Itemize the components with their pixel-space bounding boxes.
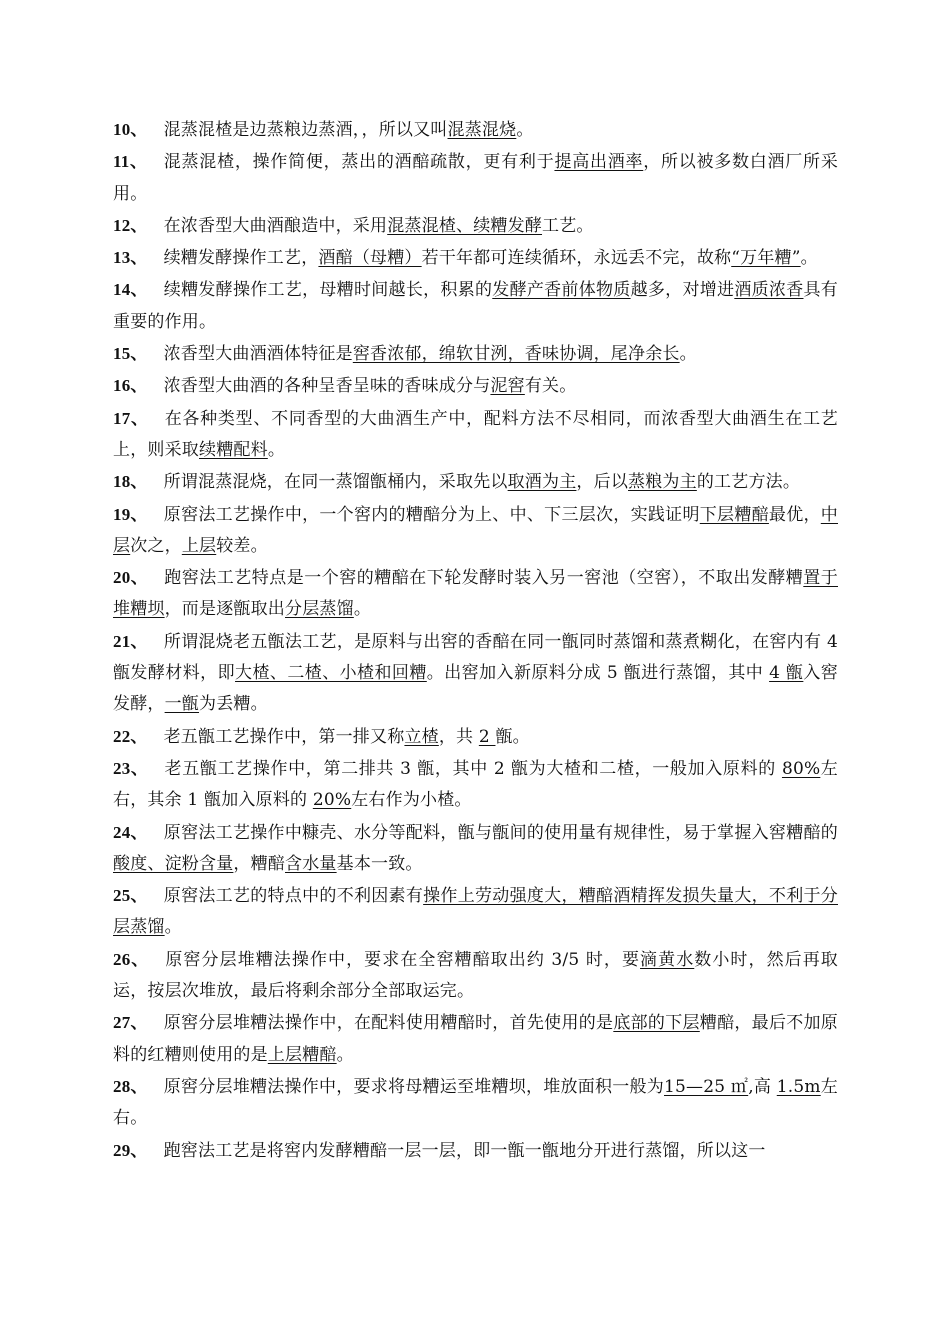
question-text: 若干年都可连续循环，永远丢不完，故称 bbox=[421, 248, 732, 269]
question-number-separator: 、 bbox=[130, 949, 150, 969]
question-text: 入窖发酵， bbox=[113, 663, 839, 715]
question-number-separator: 、 bbox=[130, 758, 149, 778]
question-text: 糟醅，最后不加原料的红糟则使用的是 bbox=[113, 1013, 839, 1065]
question-number-separator: 、 bbox=[130, 886, 148, 906]
question-item bbox=[113, 499, 838, 563]
answer-underlined: 取酒为主 bbox=[507, 472, 577, 493]
question-text: 。 bbox=[679, 344, 697, 365]
question-text: 续糟发酵操作工艺，母糟时间越长，积累的 bbox=[163, 280, 493, 301]
question-number-separator: 、 bbox=[130, 280, 148, 300]
answer-underlined: 分层蒸馏 bbox=[285, 599, 354, 620]
question-text: ，而是逐甑取出 bbox=[164, 599, 286, 620]
question-text: 左右作为小楂。 bbox=[351, 790, 472, 811]
question-number-separator: 、 bbox=[130, 1140, 148, 1160]
question-text: 。 bbox=[353, 599, 372, 620]
answer-underlined: 滴黄水 bbox=[640, 949, 695, 970]
question-number-separator: 、 bbox=[130, 726, 148, 746]
question-item bbox=[113, 242, 838, 274]
question-text: 。出窖加入新原料分成 5 甑进行蒸馏，其中 bbox=[426, 663, 770, 684]
answer-underlined: 泥窖 bbox=[490, 376, 525, 397]
question-item bbox=[113, 466, 838, 498]
question-text: 最优， bbox=[768, 504, 821, 525]
question-text: 原窖分层堆糟法操作中，要求将母糟运至堆糟坝，堆放面积一般为 bbox=[163, 1076, 665, 1097]
question-text: 浓香型大曲酒酒体特征是 bbox=[163, 344, 353, 365]
question-number: 25 bbox=[113, 886, 131, 906]
question-number: 27 bbox=[113, 1013, 131, 1033]
answer-underlined: 含水量 bbox=[285, 853, 337, 874]
question-number-separator: 、 bbox=[130, 248, 148, 268]
question-text: 基本一致。 bbox=[336, 853, 423, 874]
question-number: 28 bbox=[113, 1076, 131, 1096]
question-text: ，所以被多数白酒厂所采用。 bbox=[113, 152, 839, 204]
question-text: 老五甑工艺操作中，第二排共 3 甑，其中 2 甑为大楂和二楂，一般加入原料的 bbox=[164, 758, 782, 779]
question-number-separator: 、 bbox=[130, 822, 148, 842]
question-item bbox=[113, 562, 838, 626]
answer-underlined: 20% bbox=[312, 790, 352, 811]
question-item bbox=[113, 114, 838, 146]
answer-underlined: 混蒸混楂、续糟发酵 bbox=[387, 215, 543, 236]
question-number: 20 bbox=[113, 568, 131, 588]
answer-underlined: 酒醅（母糟） bbox=[318, 248, 422, 269]
question-number: 26 bbox=[113, 949, 131, 969]
answer-underlined: 上层糟醅 bbox=[267, 1044, 337, 1065]
question-number: 21 bbox=[113, 631, 131, 651]
answer-underlined: 中层 bbox=[113, 504, 838, 556]
question-text: ,高 bbox=[748, 1076, 777, 1097]
question-number: 12 bbox=[113, 215, 131, 235]
answer-underlined: 置于堆糟坝 bbox=[113, 568, 838, 620]
question-text: 。 bbox=[164, 917, 182, 938]
answer-underlined: 蒸粮为主 bbox=[628, 472, 697, 493]
question-item bbox=[113, 721, 838, 753]
question-number: 17 bbox=[113, 408, 131, 428]
question-text: ，糟醅 bbox=[233, 853, 286, 874]
question-text: 跑窖法工艺特点是一个窖的糟醅在下轮发酵时装入另一窖池（空窖），不取出发酵糟 bbox=[164, 568, 804, 589]
question-item bbox=[113, 880, 838, 944]
question-number: 19 bbox=[113, 504, 131, 524]
question-text: 。 bbox=[267, 439, 286, 460]
question-text: 在各种类型、不同香型的大曲酒生产中，配料方法不尽相同，而浓香型大曲酒生在工艺上，则采取 bbox=[113, 408, 839, 460]
question-text: 原窖法工艺的特点中的不利因素有 bbox=[163, 886, 424, 907]
answer-underlined: 底部的下层 bbox=[613, 1013, 700, 1034]
answer-underlined: 4 甑 bbox=[769, 663, 804, 684]
question-number: 23 bbox=[113, 758, 131, 778]
question-number-separator: 、 bbox=[130, 376, 148, 396]
question-text: 混蒸混楂，操作简便，蒸出的酒醅疏散，更有利于 bbox=[163, 152, 555, 173]
question-text: 。 bbox=[516, 120, 534, 140]
answer-underlined: 续糟配料 bbox=[199, 439, 268, 460]
answer-underlined: 下层糟醅 bbox=[699, 504, 769, 525]
question-number: 14 bbox=[113, 280, 131, 300]
answer-underlined: “万年糟” bbox=[731, 248, 801, 269]
question-number-separator: 、 bbox=[130, 120, 148, 139]
question-number: 11 bbox=[113, 152, 130, 172]
question-item bbox=[113, 210, 838, 242]
answer-underlined: 混蒸混烧 bbox=[447, 120, 517, 140]
question-number-separator: 、 bbox=[130, 504, 148, 524]
question-number: 24 bbox=[113, 822, 131, 842]
question-number-separator: 、 bbox=[130, 408, 149, 428]
question-number: 13 bbox=[113, 248, 131, 268]
question-text: 。 bbox=[336, 1044, 354, 1065]
question-text: 次之， bbox=[130, 535, 182, 556]
question-number: 22 bbox=[113, 726, 131, 746]
answer-underlined: 一甑 bbox=[164, 694, 200, 715]
answer-underlined: 发酵产香前体物质 bbox=[492, 280, 631, 301]
question-text: 。 bbox=[800, 248, 818, 269]
answer-underlined: 窖香浓郁，绵软甘洌，香味协调，尾净余长 bbox=[352, 344, 680, 365]
question-text: 续糟发酵操作工艺， bbox=[163, 248, 319, 269]
question-text: 左右，其余 1 甑加入原料的 bbox=[113, 758, 839, 811]
question-text: 工艺。 bbox=[542, 215, 594, 236]
question-item bbox=[113, 274, 838, 338]
question-text: 有关。 bbox=[524, 376, 577, 397]
question-text: 所谓混蒸混烧，在同一蒸馏甑桶内，采取先以 bbox=[163, 472, 508, 493]
answer-underlined: 上层 bbox=[181, 535, 217, 556]
question-number: 29 bbox=[113, 1140, 131, 1160]
question-number-separator: 、 bbox=[130, 1013, 148, 1033]
question-text: 原窖法工艺操作中糠壳、水分等配料，甑与甑间的使用量有规律性，易于掌握入窖糟醅的 bbox=[163, 822, 838, 843]
answer-underlined: 酸度、淀粉含量 bbox=[113, 853, 234, 874]
answer-underlined: 酒质浓香 bbox=[734, 280, 804, 301]
question-text: 跑窖法工艺是将窖内发酵糟醅一层一层，即一甑一甑地分开进行蒸馏，所以这一 bbox=[163, 1140, 766, 1161]
question-number: 10 bbox=[113, 120, 131, 139]
question-text: 在浓香型大曲酒酿造中，采用 bbox=[163, 215, 388, 236]
answer-underlined: 2 bbox=[478, 726, 496, 747]
question-number: 16 bbox=[113, 376, 131, 396]
question-number-separator: 、 bbox=[130, 1076, 148, 1096]
question-number-separator: 、 bbox=[129, 152, 148, 172]
question-item bbox=[113, 146, 838, 210]
answer-underlined: 大楂、二楂、小楂和回糟 bbox=[235, 663, 427, 684]
question-item bbox=[113, 944, 838, 1008]
question-text: 原窖分层堆糟法操作中，在配料使用糟醅时，首先使用的是 bbox=[163, 1013, 614, 1034]
answer-underlined: 15—25 ㎡ bbox=[664, 1076, 749, 1097]
question-item bbox=[113, 817, 838, 881]
question-text: 具有重要的作用。 bbox=[113, 280, 838, 332]
answer-underlined: 立楂 bbox=[404, 726, 439, 747]
answer-underlined: 80% bbox=[781, 758, 821, 779]
question-item bbox=[113, 403, 838, 467]
question-text: 数小时，然后再取运，按层次堆放，最后将剩余部分全部取运完。 bbox=[113, 949, 838, 1002]
question-text: ，后以 bbox=[576, 472, 629, 493]
question-item bbox=[113, 1007, 838, 1071]
question-text: 为丢糟。 bbox=[199, 694, 268, 715]
question-text: 甑。 bbox=[495, 726, 530, 747]
question-text: 左右。 bbox=[113, 1076, 838, 1129]
question-text: 老五甑工艺操作中，第一排又称 bbox=[163, 726, 405, 747]
question-item bbox=[113, 1135, 838, 1167]
question-text: 原窖法工艺操作中，一个窖内的糟醅分为上、中、下三层次，实践证明 bbox=[163, 504, 700, 525]
question-text: 越多，对增进 bbox=[630, 280, 735, 301]
question-item bbox=[113, 338, 838, 370]
question-number: 15 bbox=[113, 344, 131, 364]
answer-underlined: 提高出酒率 bbox=[554, 152, 644, 173]
question-text: 的工艺方法。 bbox=[696, 472, 801, 493]
question-item bbox=[113, 626, 838, 721]
answer-underlined: 操作上劳动强度大，糟醅酒精挥发损失量大，不利于分层蒸馏 bbox=[113, 886, 838, 938]
question-number-separator: 、 bbox=[130, 472, 148, 492]
question-number: 18 bbox=[113, 472, 131, 492]
question-text: 混蒸混楂是边蒸粮边蒸酒，，所以又叫 bbox=[163, 120, 448, 140]
answer-underlined: 1.5m bbox=[776, 1076, 821, 1097]
question-number-separator: 、 bbox=[130, 631, 148, 651]
question-item bbox=[113, 370, 838, 402]
question-item bbox=[113, 1071, 838, 1135]
question-number-separator: 、 bbox=[130, 344, 148, 364]
question-item bbox=[113, 753, 838, 817]
question-text: 浓香型大曲酒的各种呈香呈味的香味成分与 bbox=[163, 376, 491, 397]
question-text: 原窖分层堆糟法操作中，要求在全窖糟醅取出约 3/5 时，要 bbox=[165, 949, 641, 970]
question-text: 较差。 bbox=[216, 535, 268, 556]
question-text: ，共 bbox=[438, 726, 479, 747]
question-number-separator: 、 bbox=[130, 568, 149, 588]
question-number-separator: 、 bbox=[130, 215, 148, 235]
question-text: 所谓混烧老五甑法工艺，是原料与出窖的香醅在同一甑同时蒸馏和蒸煮糊化，在窖内有 4 甑发酵材料，即 bbox=[113, 631, 838, 684]
